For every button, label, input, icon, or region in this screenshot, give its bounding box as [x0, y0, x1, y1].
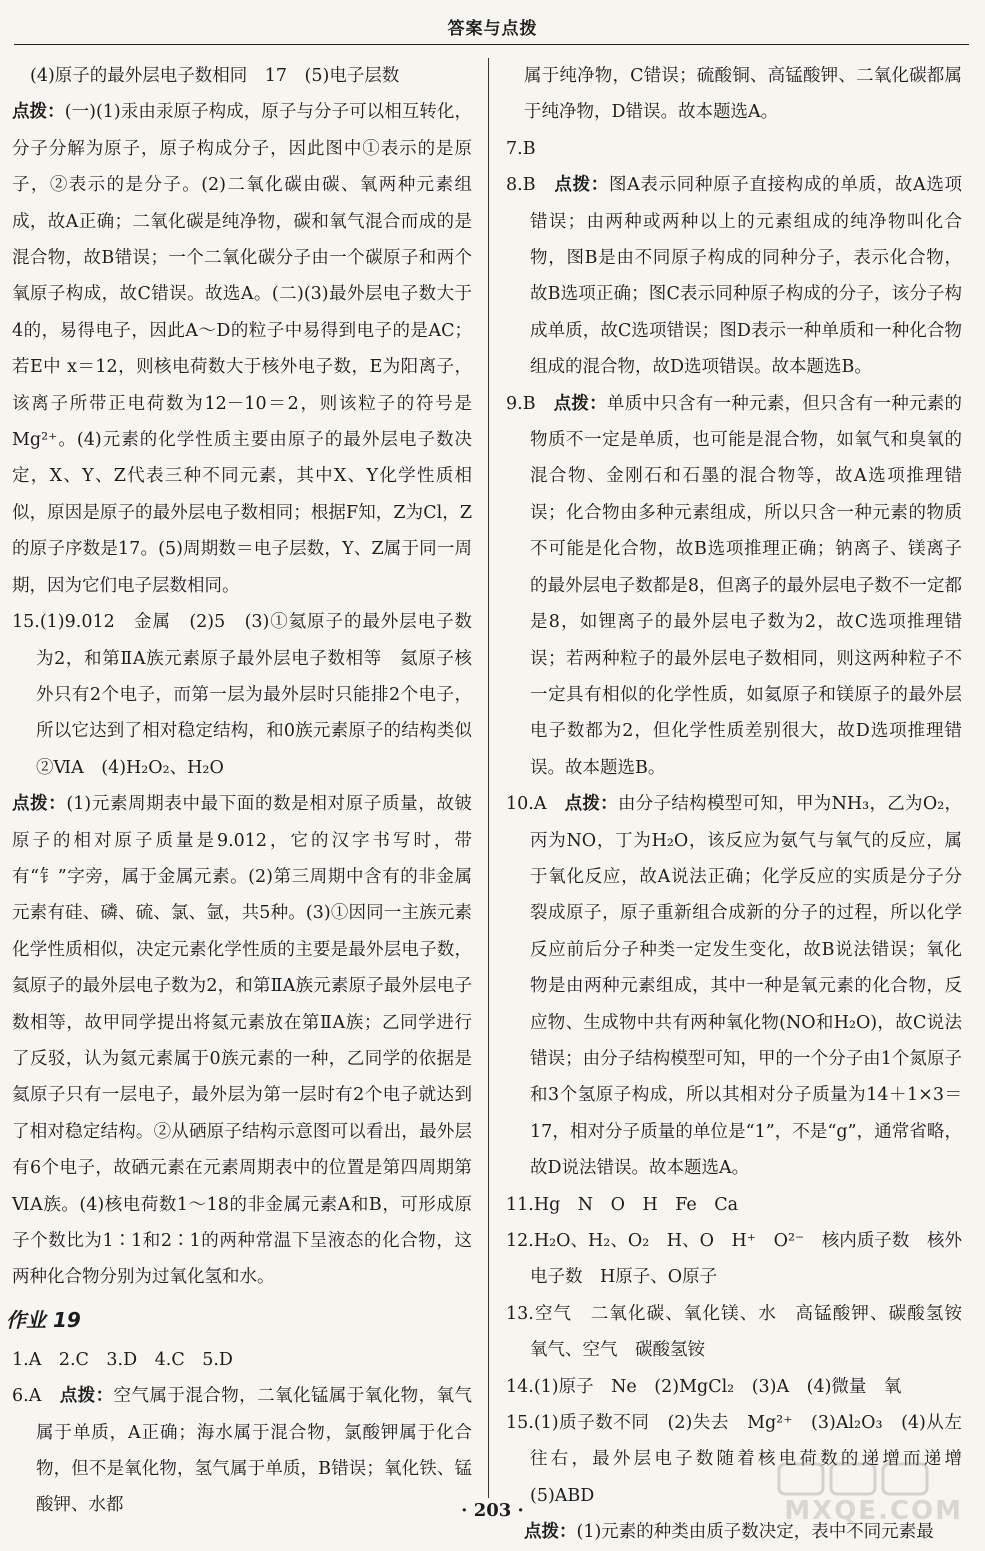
answer-paragraph — [506, 167, 962, 385]
hint-label: 点拨： — [553, 393, 607, 414]
paragraph-text: 13.空气 二氧化碳、氧化镁、水 高锰酸钾、碳酸氢铵 氧气、空气 碳酸氢铵 — [506, 1303, 980, 1361]
hint-label: 点拨： — [564, 794, 618, 815]
answer-paragraph — [12, 58, 472, 94]
paragraph-text: 空气属于混合物，二氧化锰属于氧化物，氧气属于单质，A正确；海水属于混合物，氯酸钾属于化合物，但不是氧化物，氢气属于单质，B错误；氧化铁、锰酸钾、水都 — [36, 1386, 473, 1516]
page-header: 答案与点拨 — [447, 19, 538, 39]
hint-label: 点拨： — [12, 794, 67, 815]
section-heading — [6, 1300, 472, 1340]
header-rule — [14, 44, 969, 45]
answer-number: 10.A — [506, 794, 565, 815]
answer-number: 6.A — [12, 1386, 60, 1407]
paragraph-text: (一)(1)汞由汞原子构成，原子与分子可以相互转化，分子分解为原子，原子构成分子，因此图中①表示的是原子，②表示的是分子。(2)二氧化碳由碳、氧两种元素组成，故A正确；二氧化碳是纯净物，碳和氧气混合而成的是混合物，故B错误；一个二氧化碳分子由一个碳原子和两个氧原子构成，故C错误。故选A。(二)(3)最外层电子数大于4的，易得电子，因此A～D的粒子中易得到电子的是AC；若E中 x＝12，则核电荷数大于核外电子数，E为阳离子，该离子所带正电荷数为12－10＝2，则该粒子的符号是Mg²⁺。(4)元素的化学性质主要由原子的最外层电子数决定，X、Y、Z代表三种不同元素，其中X、Y化学性质相似，原因是原子的最外层电子数相同；根据F知，Z为Cl，Z的原子序数是17。(5)周期数＝电子层数，Y、Z属于同一周期，因为它们电子层数相同。 — [12, 102, 472, 596]
paragraph-text: 15.(1)质子数不同 (2)失去 Mg²⁺ (3)Al₂O₃ (4)从左往右，最外层电子数随着核电荷数的递增而递增 (5)ABD — [506, 1413, 980, 1506]
watermark-text: MXQE.COM — [784, 1496, 963, 1526]
hint-label: 点拨： — [554, 175, 609, 196]
answer-paragraph — [12, 1342, 472, 1378]
answer-paragraph — [12, 786, 472, 1296]
answer-paragraph — [506, 58, 962, 131]
paragraph-text: 7.B — [506, 138, 536, 159]
paragraph-text: (1)元素的种类由质子数决定，表中不同元素最 — [576, 1522, 934, 1543]
paragraph-text: 图A表示同种原子直接构成的单质，故A选项错误；由两种或两种以上的元素组成的纯净物叫化合物，图B是由不同原子构成的同种分子，表示化合物，故B选项正确；图C表示同种原子构成的分子，该分子构成单质，故C选项错误；图D表示一种单质和一种化合物组成的混合物，故D选项错误。故本题选B。 — [530, 175, 963, 378]
answer-paragraph — [12, 94, 472, 604]
paragraph-text: 由分子结构模型可知，甲为NH₃，乙为O₂，丙为NO，丁为H₂O，该反应为氨气与氧气的反应，属于氧化反应，故A说法正确；化学反应的实质是分子分裂成原子，原子重新组合成新的分子的过程，所以化学反应前后分子种类一定发生变化，故B说法错误；氧化物是由两种元素组成，其中一种是氧元素的化合物，反应物、生成物中共有两种氧化物(NO和H₂O)，故C说法错误；由分子结构模型可知，甲的一个分子由1个氮原子和3个氢原子构成，所以其相对分子质量为14＋1×3＝17，相对分子质量的单位是“1”，不是“g”，通常省略，故D说法错误。故本题选A。 — [530, 794, 963, 1179]
paragraph-text: 14.(1)原子 Ne (2)MgCl₂ (3)A (4)微量 氧 — [506, 1376, 902, 1397]
left-column — [6, 58, 490, 1524]
paragraph-text: (1)元素周期表中最下面的数是相对原子质量，故铍原子的相对原子质量是9.012，它的汉字书写时，带有“钅”字旁，属于金属元素。(2)第三周期中含有的非金属元素有硅、磷、硫、氯、氩，共5种。(3)①因同一主族元素化学性质相似，决定元素化学性质的主要是最外层电子数，氦原子的最外层电子数为2，和第ⅡA族元素原子最外层电子数相等，故甲同学提出将氦元素放在第ⅡA族；乙同学进行了反驳，认为氦元素属于0族元素的一种，乙同学的依据是氦原子只有一层电子，最外层为第一层时有2个电子就达到了相对稳定结构。②从硒原子结构示意图可以看出，最外层有6个电子，故硒元素在元素周期表中的位置是第四周期第ⅥA族。(4)核电荷数1～18的非金属元素A和B，可形成原子个数比为1∶1和2∶1的两种常温下呈液态的化合物，这两种化合物分别为过氧化氢和水。 — [12, 794, 472, 1288]
hint-label: 点拨： — [12, 102, 65, 123]
answer-paragraph — [506, 386, 962, 786]
answer-paragraph — [12, 604, 490, 786]
paragraph-text: 1.A 2.C 3.D 4.C 5.D — [12, 1349, 233, 1370]
paragraph-text: (4)原子的最外层电子数相同 17 (5)电子层数 — [30, 66, 400, 86]
answer-paragraph — [506, 1369, 962, 1405]
answer-paragraph — [506, 1223, 962, 1296]
page-number: · 203 · — [461, 1500, 524, 1521]
hint-label: 点拨： — [524, 1522, 577, 1543]
paragraph-text: 11.Hg N O H Fe Ca — [506, 1194, 739, 1215]
watermark-logo — [771, 1458, 971, 1530]
paragraph-text: 15.(1)9.012 金属 (2)5 (3)①氦原子的最外层电子数为2，和第ⅡA族元素原子最外层电子数相等 氦原子核外只有2个电子，而第一层为最外层时只能排2个电子，所以它达到了相对稳定结构，和0族元素原子的结构类似 ②ⅥA (4)H₂O₂、H₂O — [12, 612, 490, 778]
paragraph-text: 12.H₂O、H₂、O₂ H、O H⁺ O²⁻ 核内质子数 核外电子数 H原子、O原子 — [506, 1231, 962, 1288]
answer-number: 9.B — [506, 393, 554, 414]
answer-paragraph — [506, 1296, 980, 1369]
answer-paragraph — [506, 1187, 962, 1223]
paragraph-text: 属于纯净物，C错误；硫酸铜、高锰酸钾、二氧化碳都属于纯净物，D错误。故本题选A。 — [524, 66, 962, 123]
answer-number: 8.B — [506, 175, 555, 196]
answer-paragraph — [506, 786, 962, 1186]
column-divider — [488, 58, 489, 1498]
right-column — [506, 58, 980, 1551]
paragraph-text: 单质中只含有一种元素，但只含有一种元素的物质不一定是单质，也可能是混合物，如氧气和臭氧的混合物、金刚石和石墨的混合物等，故A选项推理错误；化合物由多种元素组成，所以只含一种元素的物质不可能是化合物，故B选项推理正确；钠离子、镁离子的最外层电子数都是8，但离子的最外层电子数不一定都是8，如锂离子的最外层电子数为2，故C选项推理错误；若两种粒子的最外层电子数相同，则这两种粒子不一定具有相似的化学性质，如氦原子和镁原子的最外层电子数都为2，但化学性质差别很大，故D选项推理错误。故本题选B。 — [530, 393, 963, 778]
paragraph-text: 作业 19 — [6, 1307, 81, 1332]
hint-label: 点拨： — [59, 1386, 114, 1407]
answer-paragraph — [506, 131, 962, 167]
